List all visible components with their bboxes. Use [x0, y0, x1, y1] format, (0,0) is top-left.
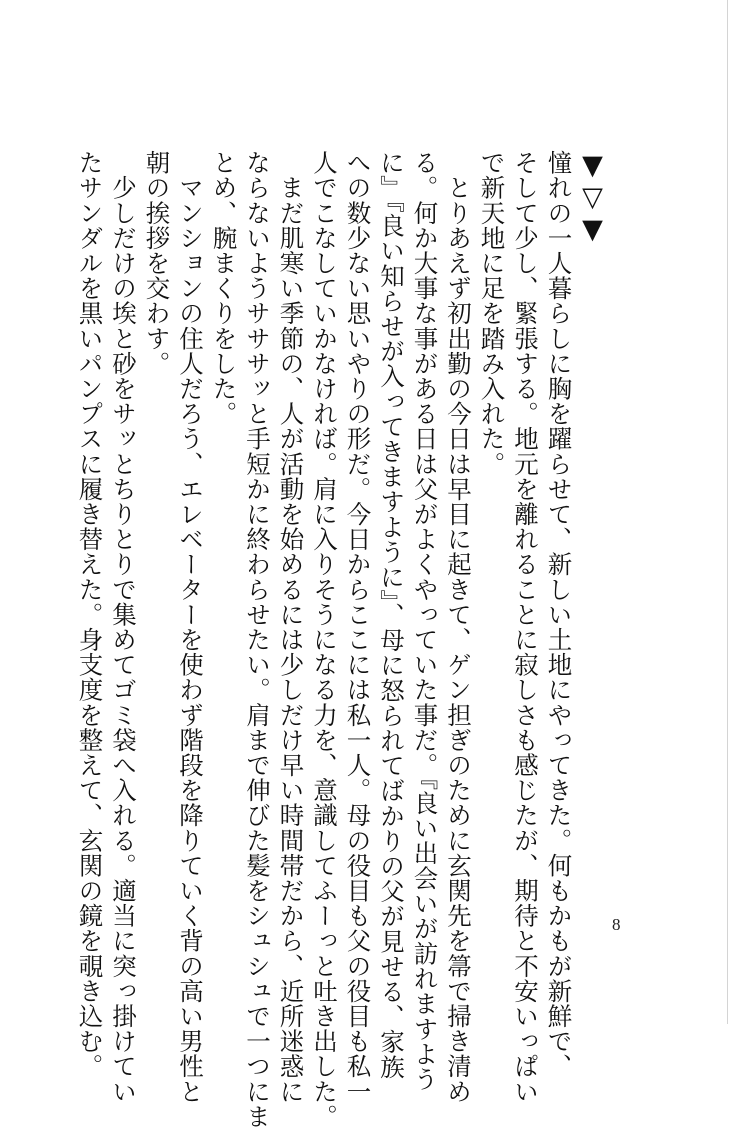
text-line: マンションの住人だろう、エレベーターを使わず階段を降りていく背の高い男性と	[176, 150, 205, 1104]
text-line: 人でこなしていかなければ。肩に入りそうになる力を、意識してふーっと吐き出した。	[310, 150, 339, 1129]
text-line: 少しだけの埃と砂をサッとちりとりで集めてゴミ袋へ入れる。適当に突っ掛けてい	[109, 150, 138, 1104]
text-line: への数少ない思いやりの形だ。今日からここには私一人。母の役目も父の役目も私一	[343, 150, 373, 1104]
vertical-body-text	[73, 150, 609, 1129]
text-line: で新天地に足を踏み入れた。	[477, 150, 507, 477]
text-line: 朝の挨拶を交わす。	[142, 150, 172, 376]
text-line: とめ、腕まくりをした。	[209, 150, 239, 427]
text-line: たサンダルを黒いパンプスに履き替えた。身支度を整えて、玄関の鏡を覗き込む。	[75, 150, 105, 1079]
text-line: そして少し、緊張する。地元を離れることに寂しさも感じたが、期待と不安いっぱい	[511, 150, 540, 1104]
page-edge-divider	[727, 0, 728, 1024]
text-line: ならないようサササッと手短かに終わらせたい。肩まで伸びた髪をシュシュで一つにま	[243, 150, 272, 1129]
page-number: 8	[612, 915, 621, 934]
text-line: る。何か大事な事がある日は父がよくやっていた事だ。『良い出会いが訪れますよう	[410, 150, 440, 1092]
section-break-mark: ▼▽▼	[577, 150, 608, 246]
text-line: まだ肌寒い季節の、人が活動を始めるには少しだけ早い時間帯だから、近所迷惑に	[276, 150, 306, 1104]
text-line: 憧れの一人暮らしに胸を躍らせて、新しい土地にやってきた。何もかもが新鮮で、	[544, 150, 574, 1079]
text-line: に』『良い知らせが入ってきますように』、母に怒られてばかりの父が見せる、家族	[377, 150, 406, 1080]
text-line: とりあえず初出勤の今日は早目に起きて、ゲン担ぎのために玄関先を箒で掃き清め	[444, 150, 473, 1104]
